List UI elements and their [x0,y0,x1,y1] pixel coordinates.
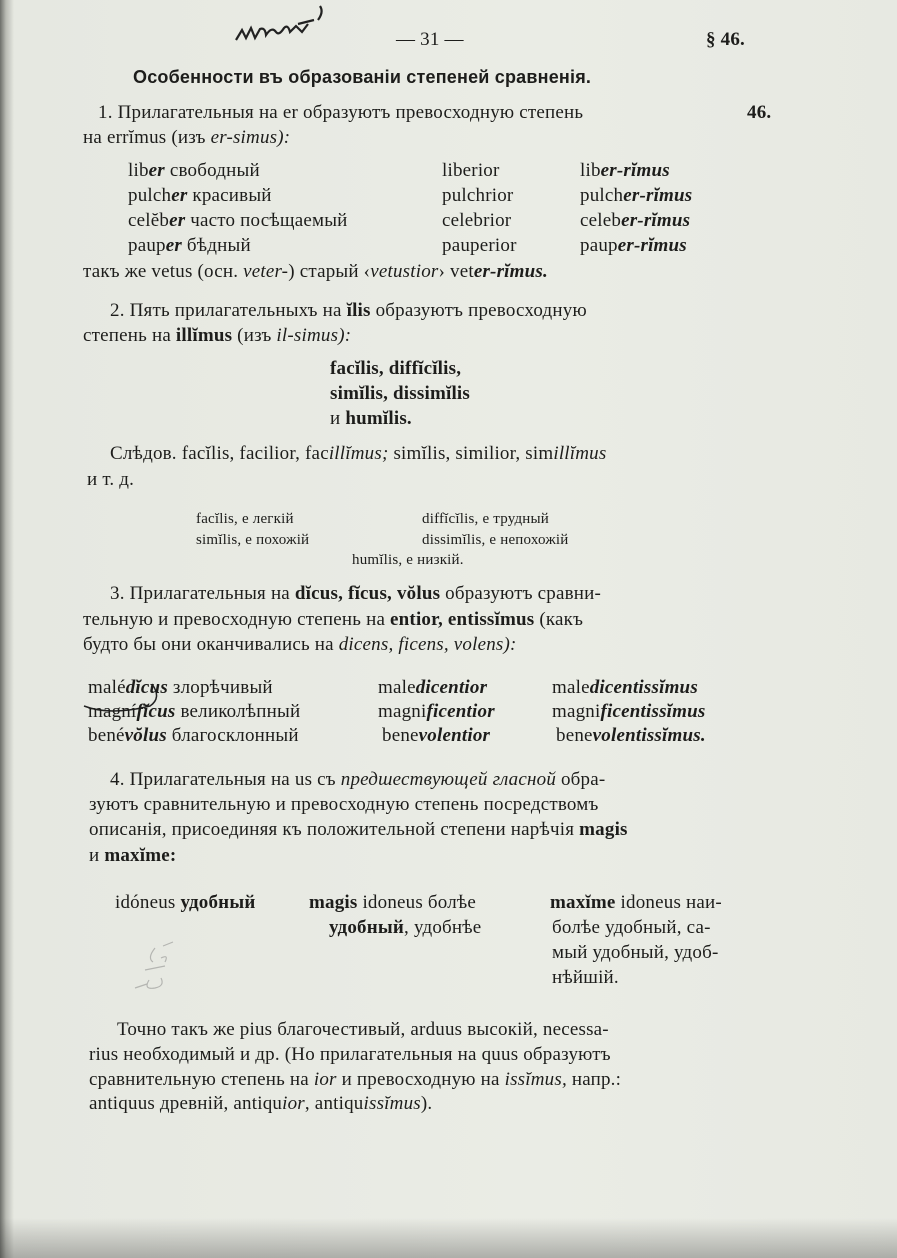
text-segment: lib [580,160,601,181]
text-segment: ior [282,1093,305,1114]
text-segment: entior, entissĭmus [390,609,535,630]
text-segment: и [89,845,105,866]
p4-l4 [89,845,176,867]
text-segment: 2. Пять прилагательныхъ на [110,300,347,321]
t4-c2-l2 [329,917,481,939]
text-segment: часто посѣщаемый [185,210,348,231]
t1-r4-c2 [442,235,517,257]
text-segment: зуютъ сравнительную и превосходную степень посредствомъ [89,794,599,815]
text-segment: diffĭcĭlis, e трудный [422,511,550,527]
text-segment: er-rĭmus. [473,261,548,282]
text-segment: и т. д. [87,469,135,490]
t2-r2-c2 [422,529,568,551]
text-segment: dicentissĭmus [589,677,698,698]
text-segment: illĭmus [553,443,607,464]
text-segment: liberior [442,160,500,181]
t2-r1-c1 [196,508,294,530]
text-segment: степень на [83,325,176,346]
text-segment: celeb [580,210,622,231]
p2-l3 [110,443,606,465]
text-segment: issĭmus [363,1093,421,1114]
p5-l4 [89,1093,432,1115]
p2-l2 [83,325,351,347]
text-segment: образуютъ сравни- [440,583,602,604]
text-segment: ficentior [426,701,495,722]
t1-r1-c1 [128,160,260,182]
t1-r4-c3 [580,235,687,257]
section-number [706,29,745,51]
text-segment: , удобнѣе [404,917,482,938]
t1-r2-c1 [128,185,272,207]
p1-l3 [83,261,548,283]
text-segment: er [171,185,188,206]
text-segment: er [165,235,182,256]
text-segment: er-rĭmus [617,235,687,256]
text-segment: er-simus): [210,127,291,148]
text-segment: humĭlis. [345,408,412,429]
text-segment: ). [420,1093,433,1114]
text-segment: великолѣпный [175,701,301,722]
text-segment: facĭlis, diffĭcĭlis, [330,358,462,379]
text-segment: 1. Прилагательныя на er образуютъ превосходную степень [98,102,584,123]
text-segment: предшествующей гласной [340,769,557,790]
t2-r1-c2 [422,508,549,530]
text-segment: dĭcus, fĭcus, vŏlus [294,583,441,604]
text-segment: pauperior [442,235,517,256]
text-segment: celebrior [442,210,512,231]
text-segment: malé [88,677,126,698]
t3-r2-c3 [552,701,706,723]
text-segment: paup [580,235,618,256]
page-shadow [0,1218,897,1258]
t4-c1-l1 [115,892,256,914]
text-segment: maxĭme [550,892,616,913]
t1-r4-c1 [128,235,251,257]
text-segment: lib [128,160,149,181]
t3-r3-c3 [556,725,706,747]
text-segment: мый удобный, удоб- [552,942,719,963]
text-segment: pulch [128,185,172,206]
t1-r3-c2 [442,210,511,232]
text-segment: , antiqu [304,1093,364,1114]
text-segment: bene [382,725,419,746]
text-segment: › vet [438,261,474,282]
text-segment: volentissĭmus. [592,725,706,746]
p3-l2 [83,609,583,631]
text-segment: ĭlis [346,300,371,321]
t1-r3-c3 [580,210,690,232]
text-segment: тельную и превосходную степень на [83,609,391,630]
t4-c3-l4 [552,967,619,989]
text-segment: vetustior [370,261,439,282]
t1-r3-c1 [128,210,348,232]
page-number [396,29,464,51]
text-segment: (изъ [232,325,277,346]
t4-c3-l1 [550,892,722,914]
text-segment: dicens, ficens, volens): [338,634,517,655]
text-segment: er [148,160,165,181]
p5-l3 [89,1069,621,1091]
t2-r3 [352,549,464,571]
text-segment: antiquus древній, antiqu [89,1093,283,1114]
text-segment: male [378,677,416,698]
p5-l2 [89,1044,611,1066]
text-segment: fĭcus [136,701,176,722]
text-segment: обра- [556,769,606,790]
text-segment: и [330,408,346,429]
text-segment: pulch [580,185,624,206]
text-segment: злорѣчивый [167,677,273,698]
text-segment: simĭlis, e похожій [196,532,310,548]
pencil-sketch-mark [125,940,185,1000]
text-segment: humĭlis, e низкій. [352,552,464,568]
text-segment: idóneus [115,892,181,913]
text-segment: male [552,677,590,698]
text-segment: dĭcus [125,677,168,698]
text-segment: issĭmus, [504,1069,567,1090]
text-segment: нѣйшій. [552,967,619,988]
text-segment: dissimĭlis, e непохожій [422,532,569,548]
text-segment: rius необходимый и др. (Но прилагательныя на quus образуютъ [89,1044,611,1065]
text-segment: pulchrior [442,185,514,206]
text-segment: simĭlis, dissimĭlis [330,383,471,404]
p1-l1 [98,102,583,124]
text-segment: 46. [747,102,772,123]
text-segment: er-rĭmus [621,210,691,231]
t3-r2-c2 [378,701,495,723]
text-segment: simĭlis, similior, sim [388,443,554,464]
t3-r2-c1 [88,701,300,723]
p4-l2 [89,794,598,816]
text-segment: на errĭmus (изъ [83,127,211,148]
text-segment: er-rĭmus [600,160,670,181]
text-segment: volentior [418,725,491,746]
text-segment: и превосходную на [336,1069,505,1090]
heading [133,66,591,88]
text-segment: свободный [164,160,260,181]
t3-r3-c1 [88,725,299,747]
text-segment: illĭmus; [328,443,389,464]
text-segment: красивый [187,185,272,206]
text-segment: 4. Прилагательныя на us съ [110,769,341,790]
text-segment: bené [88,725,125,746]
text-segment: idoneus болѣе [357,892,477,913]
text-segment: (какъ [534,609,584,630]
text-segment: maxĭme: [104,845,177,866]
p4-l1 [110,769,605,791]
text-segment: § 46. [706,29,745,50]
text-segment: удобный [180,892,256,913]
t1-r1-c3 [580,160,670,182]
t4-c3-l2 [552,917,711,939]
text-segment: — 31 — [396,29,464,50]
text-segment: Слѣдов. facĭlis, facilior, fac [110,443,329,464]
text-segment: bene [556,725,593,746]
text-segment: описанія, присоединяя къ положительной степени нарѣчія [89,819,580,840]
t3-r3-c2 [382,725,490,747]
text-segment: ficentissĭmus [600,701,706,722]
t3-r1-c2 [378,677,487,699]
t1-r2-c3 [580,185,692,207]
text-segment: образуютъ превосходную [370,300,587,321]
text-segment: facĭlis, e легкій [196,511,294,527]
text-segment: сравнительную степень на [89,1069,314,1090]
text-segment: il-simus): [276,325,352,346]
text-segment: будто бы они оканчивались на [83,634,339,655]
list2-l3 [330,408,412,430]
text-segment: ior [313,1069,337,1090]
text-segment: magis [579,819,628,840]
handwritten-note [232,2,342,52]
text-segment: vŏlus [124,725,167,746]
p1-l2 [83,127,290,149]
text-segment: magni [378,701,427,722]
text-segment: illĭmus [175,325,233,346]
margin-46 [747,102,771,124]
text-segment: болѣе удобный, са- [552,917,711,938]
text-segment: 3. Прилагательныя на [110,583,295,604]
p4-l3 [89,819,628,841]
text-segment: Особенности въ образованіи степеней сравненія. [133,67,592,87]
t3-r1-c1 [88,677,273,699]
t1-r1-c2 [442,160,500,182]
text-segment: напр.: [566,1069,622,1090]
text-segment: magni [552,701,601,722]
p3-l3 [83,634,517,656]
p3-l1 [110,583,601,605]
text-segment: veter- [243,261,289,282]
text-segment: paup [128,235,166,256]
text-segment: удобный [329,917,405,938]
text-segment: благосклонный [166,725,299,746]
p5-l1 [117,1019,609,1041]
t1-r2-c2 [442,185,513,207]
p2-l1 [110,300,587,322]
text-segment: такъ же vetus (осн. [83,261,244,282]
list2-l2 [330,383,470,405]
list2-l1 [330,358,461,380]
t2-r2-c1 [196,529,309,551]
text-segment: ) старый ‹ [288,261,371,282]
text-segment: magis [309,892,358,913]
text-segment: er [169,210,186,231]
p2-l4 [87,469,134,491]
text-segment: magní [88,701,137,722]
text-segment: er-rĭmus [623,185,693,206]
text-segment: celĕb [128,210,170,231]
t4-c2-l1 [309,892,476,914]
text-segment: idoneus наи- [615,892,722,913]
t3-r1-c3 [552,677,698,699]
text-segment: Точно такъ же pius благочестивый, arduus высокій, necessa- [117,1019,609,1040]
text-segment: бѣдный [181,235,251,256]
text-segment: dicentior [415,677,488,698]
t4-c3-l3 [552,942,719,964]
